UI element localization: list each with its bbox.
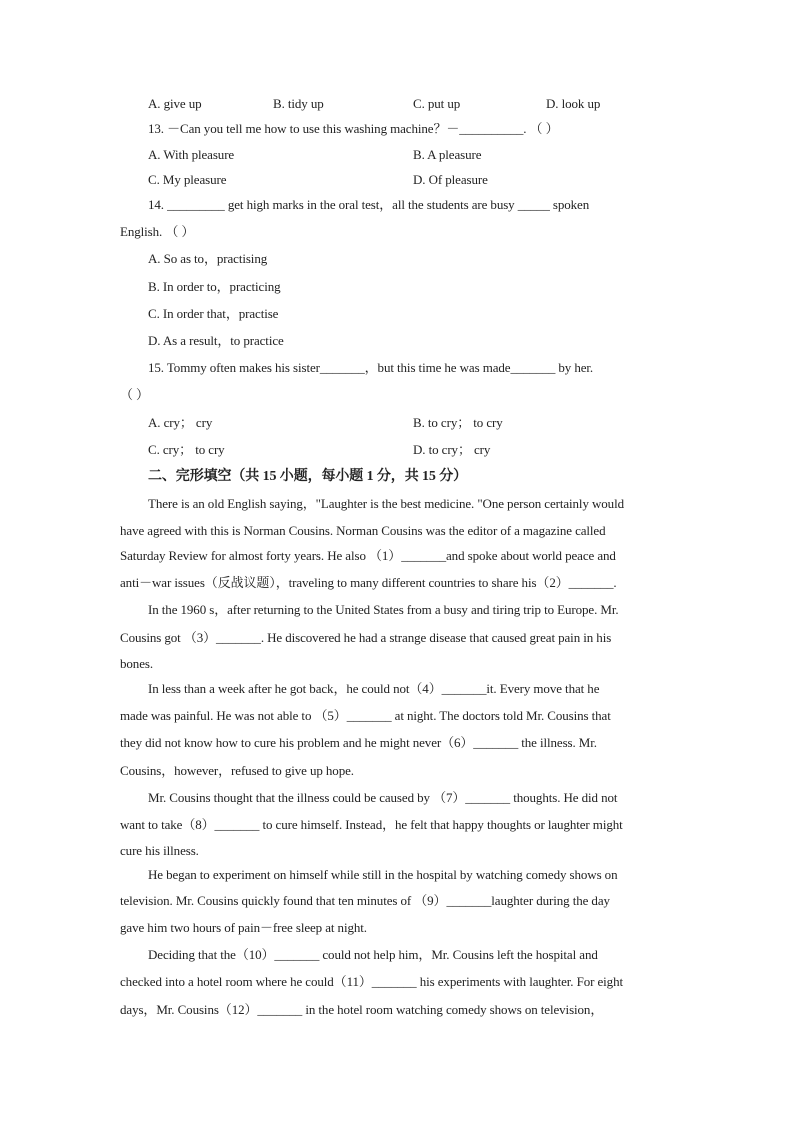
q15-option-b: B. to cry； to cry: [413, 415, 503, 430]
q14-option-c: C. In order that，practise: [148, 306, 279, 321]
q14-stem-line-1: 14. _________ get high marks in the oral test，all the students are busy _____ spoken: [148, 197, 590, 212]
q12-option-c: C. put up: [413, 96, 461, 111]
q13-stem: 13. －Can you tell me how to use this washing machine？－__________. （ ）: [148, 121, 559, 136]
passage-line: checked into a hotel room where he could（11）_______ his experiments with laughter. For eight: [120, 974, 623, 989]
passage-line: Cousins，however，refused to give up hope.: [120, 763, 354, 778]
passage-line: want to take（8）_______ to cure himself. Instead，he felt that happy thoughts or laughter might: [120, 817, 623, 832]
passage-line: they did not know how to cure his problem and he might never（6）_______ the illness. Mr.: [120, 735, 597, 750]
q13-option-d: D. Of pleasure: [413, 172, 488, 187]
q12-option-b: B. tidy up: [273, 96, 324, 111]
passage-line: have agreed with this is Norman Cousins. Norman Cousins was the editor of a magazine called: [120, 523, 606, 538]
q13-option-c: C. My pleasure: [148, 172, 227, 187]
passage-line: He began to experiment on himself while still in the hospital by watching comedy shows on: [148, 867, 618, 882]
q14-option-d: D. As a result，to practice: [148, 333, 284, 348]
passage-line: There is an old English saying，"Laughter is the best medicine. "One person certainly would: [148, 496, 624, 511]
q15-option-c: C. cry； to cry: [148, 442, 225, 457]
passage-line: In the 1960 s，after returning to the United States from a busy and tiring trip to Europe. Mr.: [148, 602, 619, 617]
passage-line: gave him two hours of pain－free sleep at night.: [120, 920, 367, 935]
passage-line: made was painful. He was not able to （5）_______ at night. The doctors told Mr. Cousins that: [120, 708, 611, 723]
q12-option-d: D. look up: [546, 96, 601, 111]
q14-option-b: B. In order to，practicing: [148, 279, 281, 294]
q14-stem-line-2: English. （ ）: [120, 224, 195, 239]
section-heading: 二、完形填空（共 15 小题，每小题 1 分，共 15 分）: [148, 469, 467, 484]
passage-line: Deciding that the（10）_______ could not help him，Mr. Cousins left the hospital and: [148, 947, 598, 962]
q12-option-a: A. give up: [148, 96, 202, 111]
passage-line: Cousins got （3）_______. He discovered he had a strange disease that caused great pain in his: [120, 630, 612, 645]
passage-line: Mr. Cousins thought that the illness could be caused by （7）_______ thoughts. He did not: [148, 790, 618, 805]
q15-stem-line-2: （ ）: [120, 387, 149, 402]
q15-stem-line-1: 15. Tommy often makes his sister_______，but this time he was made_______ by her.: [148, 360, 594, 375]
q13-option-a: A. With pleasure: [148, 147, 235, 162]
q15-option-d: D. to cry； cry: [413, 442, 491, 457]
q13-option-b: B. A pleasure: [413, 147, 482, 162]
passage-line: anti－war issues（反战议题），traveling to many different countries to share his（2）_______.: [120, 575, 617, 590]
q14-option-a: A. So as to，practising: [148, 251, 268, 266]
passage-line: Saturday Review for almost forty years. He also （1）_______and spoke about world peace and: [120, 548, 616, 563]
passage-line: bones.: [120, 656, 153, 671]
passage-line: days，Mr. Cousins（12）_______ in the hotel room watching comedy shows on television，: [120, 1002, 604, 1017]
q15-option-a: A. cry； cry: [148, 415, 213, 430]
passage-line: television. Mr. Cousins quickly found that ten minutes of （9）_______laughter during the day: [120, 893, 610, 908]
passage-line: cure his illness.: [120, 843, 199, 858]
passage-line: In less than a week after he got back，he could not（4）_______it. Every move that he: [148, 681, 600, 696]
